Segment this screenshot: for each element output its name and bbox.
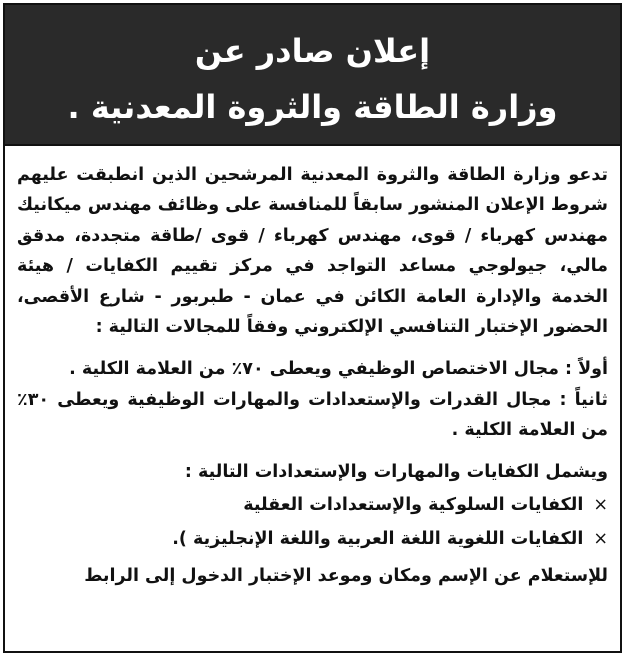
announcement-header xyxy=(5,5,620,146)
ministry-name: وزارة الطاقة والثروة المعدنية . xyxy=(67,88,558,126)
criterion-1: أولاً : مجال الاختصاص الوظيفي ويعطى ٧٠٪ من العلامة الكلية . xyxy=(69,359,608,380)
announcement-body xyxy=(5,146,620,592)
bullet-x-icon: × xyxy=(593,528,608,549)
intro-paragraph: تدعو وزارة الطاقة والثروة المعدنية المرشحين الذين انطبقت عليهم شروط الإعلان المنشور سابقاً للمنافسة على وظائف مهندس ميكانيك مهندس كهرباء / قوى، مهندس كهرباء / قوى /طاقة متجددة، مدقق مالي، جيولوجي مساعد التواجد في مركز تقييم الكفايات / هيئة الخدمة والإدارة العامة الكائن في عمان - طبربور - شارع الأقصى، الحضور الإختبار التنافسي الإلكتروني وفقاً للمجالات التالية : xyxy=(17,165,608,338)
announcement-title: إعلان صادر عن xyxy=(194,32,431,70)
bullet-x-icon: × xyxy=(593,494,608,515)
criterion-2: ثانياً : مجال القدرات والإستعدادات والمهارات الوظيفية ويعطى ٣٠٪ من العلامة الكلية . xyxy=(17,389,608,441)
skills-heading: ويشمل الكفايات والمهارات والإستعدادات التالية : xyxy=(184,461,608,482)
announcement-frame xyxy=(3,3,622,653)
skill-item-label: الكفايات السلوكية والإستعدادات العقلية xyxy=(243,494,584,515)
skill-item xyxy=(17,522,608,556)
skill-item xyxy=(17,488,608,522)
skill-item-label: الكفايات اللغوية اللغة العربية واللغة الإنجليزية ). xyxy=(172,528,584,549)
inquiry-text: للإستعلام عن الإسم ومكان وموعد الإختبار الدخول إلى الرابط xyxy=(84,565,608,586)
